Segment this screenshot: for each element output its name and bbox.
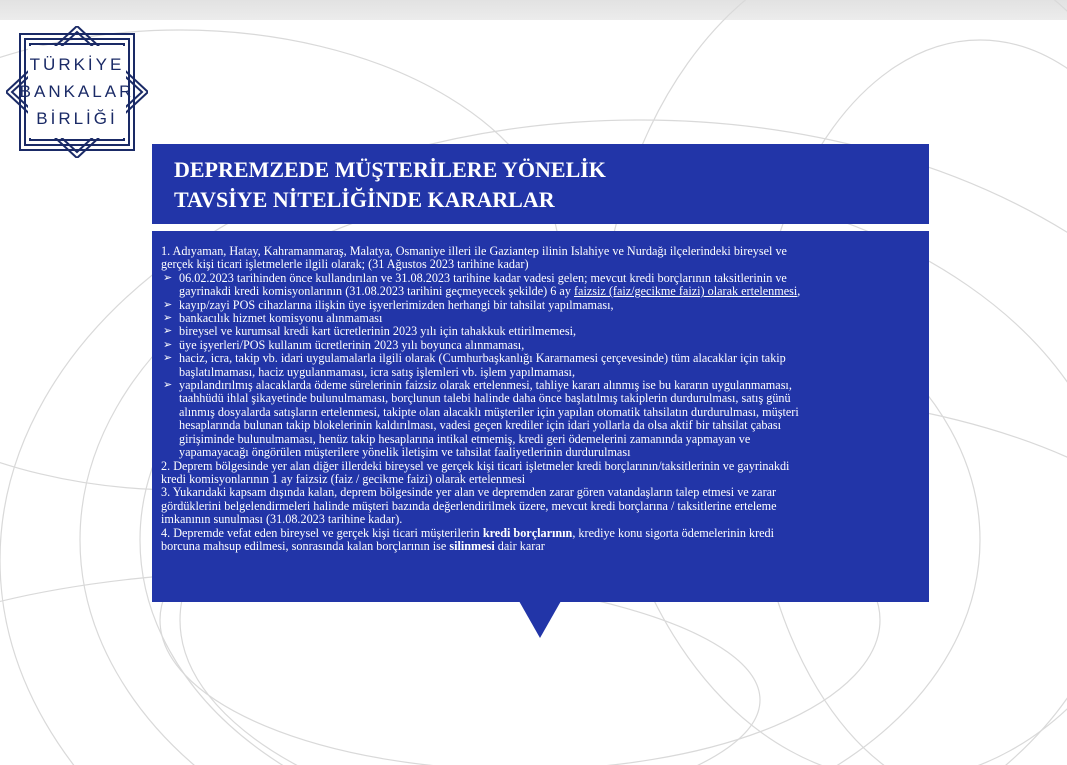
item-4-line-2-c: dair karar xyxy=(494,538,545,553)
item-3-line-3: imkanının sunulması (31.08.2023 tarihine kadar). xyxy=(161,512,403,527)
bullet-2-text: kayıp/zayi POS cihazlarına ilişkin üye işyerlerimizden herhangi bir tahsilat yapılmaması, xyxy=(179,297,614,312)
item-4-bold-kredi: kredi borçlarının xyxy=(482,525,573,540)
arrow-bullet-icon: ➢ xyxy=(163,325,173,338)
logo-line-3: BİRLİĞİ xyxy=(36,109,118,128)
arrow-bullet-icon: ➢ xyxy=(163,298,173,311)
bullet-6-line-2: başlatılmaması, haciz uygulanmaması, icra satış işlemleri vb. işlem yapılmaması, xyxy=(179,364,575,379)
title-line-1: DEPREMZEDE MÜŞTERİLERE YÖNELİK xyxy=(174,157,606,182)
decisions-panel xyxy=(152,231,929,602)
bullet-1-line-1: 06.02.2023 tarihinden önce kullandırılan ve 31.08.2023 tarihine kadar vadesi gelen; mevcut kredi borçlarının taksitlerinin ve xyxy=(179,270,787,285)
logo-line-2: BANKALAR xyxy=(19,82,135,101)
bullet-3-text: bankacılık hizmet komisyonu alınmaması xyxy=(179,311,383,326)
bullet-3 xyxy=(161,312,921,325)
bullet-4 xyxy=(161,325,921,338)
item-2-line-1: 2. Deprem bölgesinde yer alan diğer illerdeki bireysel ve gerçek kişi ticari işletmeler kredi borçlarının/taksitlerinin ve gayrinakdi xyxy=(161,458,790,473)
item-4-line-1-c: , krediye konu sigorta ödemelerinin kredi xyxy=(572,525,775,540)
bullet-4-text: bireysel ve kurumsal kredi kart ücretlerinin 2023 yılı için tahakkuk ettirilmemesi, xyxy=(179,324,576,339)
item-3-line-1: 3. Yukarıdaki kapsam dışında kalan, deprem bölgesinde yer alan ve depremden zarar gören vatandaşların talep etmesi ve zarar xyxy=(161,485,777,500)
arrow-bullet-icon: ➢ xyxy=(163,312,173,325)
bullet-7-line-5: girişiminde bulunulmaması, henüz takip hesaplarına intikal etmemiş, kredi geri ödemelerini zamanında yapmayan ve xyxy=(179,431,751,446)
bullet-1-line-2-end: , xyxy=(797,284,801,299)
item-4-line-1-a: 4. Depremde vefat eden bireysel ve gerçek kişi ticari müşterilerin xyxy=(161,525,483,540)
item-1-line-2: gerçek kişi ticari işletmelerle ilgili olarak; (31 Ağustos 2023 tarihine kadar) xyxy=(161,257,529,272)
bullet-1-line-2-text: gayrinakdi kredi komisyonlarının (31.08.2023 tarihini geçmeyecek şekilde) 6 ay xyxy=(179,284,574,299)
item-2-line-2: kredi komisyonlarının 1 ay faizsiz (faiz / gecikme faizi) olarak ertelenmesi xyxy=(161,471,526,486)
bullet-7-line-2: taahhüdü ihlal şikayetinde bulunulmaması, borçlunun talebi halinde daha önce başlatılmış takiplerin durdurulması, satış günü xyxy=(179,391,791,406)
tbb-logo xyxy=(6,26,148,158)
bullet-5 xyxy=(161,339,921,352)
item-4-bold-silinmesi: silinmesi xyxy=(449,538,495,553)
bullet-6 xyxy=(161,352,921,365)
arrow-bullet-icon: ➢ xyxy=(163,379,173,392)
bullet-2 xyxy=(161,299,921,312)
arrow-bullet-icon: ➢ xyxy=(163,338,173,351)
title-banner xyxy=(152,144,929,224)
bullet-7 xyxy=(161,379,921,392)
item-4-line-2-a: borcuna mahsup edilmesi, sonrasında kalan borçlarının ise xyxy=(161,538,450,553)
bullet-7-line-6: yapamayacağı öngörülen müşterilere yönelik iletişim ve tahsilat faaliyetlerinin durdurulması xyxy=(179,445,631,460)
panel-pointer-arrow xyxy=(519,601,561,638)
bullet-7-line-1: yapılandırılmış alacaklarda ödeme sürelerinin faizsiz olarak ertelenmesi, tahliye kararı alınmış ise bu kararın uygulanmaması, xyxy=(179,378,792,393)
logo-line-1: TÜRKİYE xyxy=(29,55,125,74)
title-line-2: TAVSİYE NİTELİĞİNDE KARARLAR xyxy=(174,187,555,212)
arrow-bullet-icon: ➢ xyxy=(163,352,173,365)
bullet-7-line-4: hesaplarında bulunan takip blokelerinin kaldırılması, vadesi geçen krediler için idari yollarla da olsa aktif bir tahsilat çabası xyxy=(179,418,782,433)
bullet-1-underlined-text: faizsiz (faiz/gecikme faizi) olarak ertelenmesi xyxy=(573,284,798,299)
item-3-line-2: gördüklerini belgelendirmeleri halinde müşteri bazında değerlendirilmek üzere, mevcut kredi borçlarına / taksitlerine erteleme xyxy=(161,498,777,513)
bullet-7-line-3: alınmış dosyalarda satışların ertelenmesi, takipte olan alacaklı müşteriler için yapılan otomatik tahsilatın durdurulması, müşteri xyxy=(179,404,799,419)
item-4-line-1 xyxy=(161,527,921,540)
bullet-1 xyxy=(161,272,921,285)
arrow-bullet-icon: ➢ xyxy=(163,271,173,284)
item-4-line-2 xyxy=(161,540,921,553)
item-1-line-1: 1. Adıyaman, Hatay, Kahramanmaraş, Malatya, Osmaniye illeri ile Gaziantep ilinin Islahiye ve Nurdağı ilçelerindeki bireysel ve xyxy=(161,244,787,258)
bullet-6-line-1: haciz, icra, takip vb. idari uygulamalarla ilgili olarak (Cumhurbaşkanlığı Kararnamesi çerçevesinde) tüm alacaklar için takip xyxy=(179,351,786,366)
bullet-1-line-2 xyxy=(161,285,921,298)
bullet-5-text: üye işyerleri/POS kullanım ücretlerinin 2023 yılı boyunca alınmaması, xyxy=(179,337,525,352)
